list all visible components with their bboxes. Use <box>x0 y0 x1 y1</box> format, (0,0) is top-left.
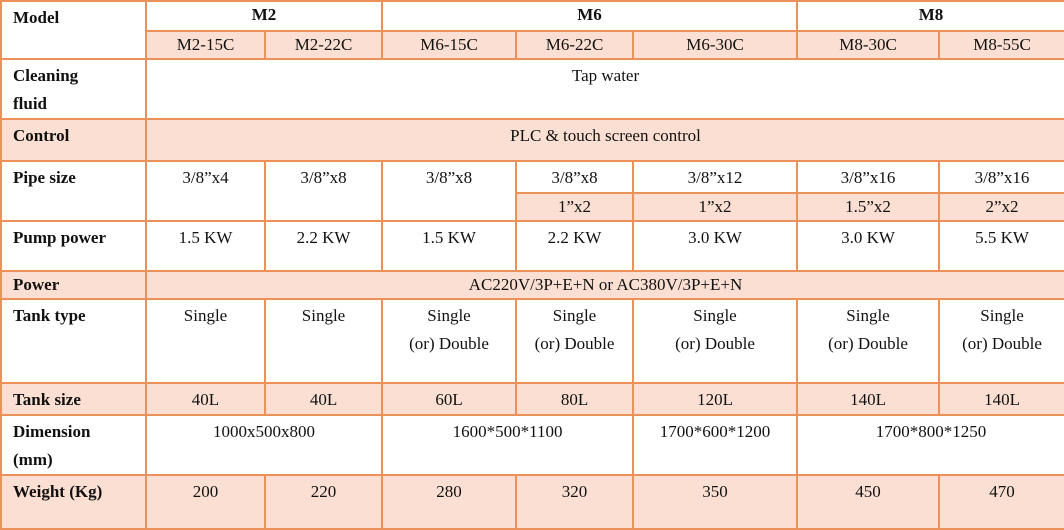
row-label-line: (mm) <box>13 450 53 469</box>
header-model-row <box>1 31 1064 59</box>
model-header: Model <box>1 1 146 59</box>
tank-size-cell: 140L <box>797 383 939 415</box>
row-pump-power <box>1 221 1064 271</box>
tank-type-line: (or) Double <box>534 334 615 353</box>
tank-type-line: Single <box>301 306 346 325</box>
row-label-tank-size: Tank size <box>1 383 146 415</box>
tank-type-line: Single <box>427 306 471 325</box>
pipe-size-cell: 3/8”x8 <box>265 161 382 221</box>
pump-power-cell: 3.0 KW <box>633 221 797 271</box>
weight-cell: 200 <box>146 475 265 529</box>
pump-power-cell: 2.2 KW <box>265 221 382 271</box>
row-tank-type <box>1 299 1064 383</box>
row-label-cleaning-fluid <box>1 59 146 119</box>
power-value: AC220V/3P+E+N or AC380V/3P+E+N <box>146 271 1064 299</box>
group-header-m8: M8 <box>797 1 1064 31</box>
pipe-size-secondary-cell: 1”x2 <box>633 193 797 221</box>
dimension-cell-m6: 1600*500*1100 <box>382 415 633 475</box>
row-tank-size <box>1 383 1064 415</box>
model-header-cell: M6-22C <box>516 31 633 59</box>
tank-type-cell <box>939 299 1064 383</box>
row-cleaning-fluid <box>1 59 1064 119</box>
pump-power-cell: 1.5 KW <box>146 221 265 271</box>
tank-type-cell <box>265 299 382 383</box>
pipe-size-cell: 3/8”x8 <box>516 161 633 193</box>
pipe-size-secondary-cell: 2”x2 <box>939 193 1064 221</box>
weight-cell: 450 <box>797 475 939 529</box>
tank-size-cell: 80L <box>516 383 633 415</box>
row-label-power: Power <box>1 271 146 299</box>
row-label-control: Control <box>1 119 146 161</box>
tank-type-cell <box>382 299 516 383</box>
row-dimension <box>1 415 1064 475</box>
tank-size-cell: 60L <box>382 383 516 415</box>
pump-power-cell: 1.5 KW <box>382 221 516 271</box>
model-header-cell: M8-55C <box>939 31 1064 59</box>
pipe-size-cell: 3/8”x12 <box>633 161 797 193</box>
row-label-tank-type: Tank type <box>1 299 146 383</box>
tank-type-cell <box>146 299 265 383</box>
row-weight <box>1 475 1064 529</box>
row-pipe-size <box>1 161 1064 193</box>
weight-cell: 280 <box>382 475 516 529</box>
tank-type-line: Single <box>183 306 228 325</box>
cleaning-fluid-value: Tap water <box>146 59 1064 119</box>
model-header-cell: M2-22C <box>265 31 382 59</box>
group-header-m2: M2 <box>146 1 382 31</box>
row-label-pump-power: Pump power <box>1 221 146 271</box>
model-header-cell: M6-30C <box>633 31 797 59</box>
tank-type-cell <box>633 299 797 383</box>
row-label-line: Cleaning <box>13 66 79 85</box>
row-label-dimension <box>1 415 146 475</box>
tank-type-line: Single <box>846 306 890 325</box>
model-header-cell: M6-15C <box>382 31 516 59</box>
dimension-cell-m2: 1000x500x800 <box>146 415 382 475</box>
row-label-weight: Weight (Kg) <box>1 475 146 529</box>
pipe-size-secondary-cell: 1.5”x2 <box>797 193 939 221</box>
row-control <box>1 119 1064 161</box>
header-group-row <box>1 1 1064 31</box>
pipe-size-cell: 3/8”x16 <box>939 161 1064 193</box>
row-label-pipe-size: Pipe size <box>1 161 146 221</box>
tank-type-line: (or) Double <box>962 334 1042 353</box>
tank-type-line: Single <box>693 306 737 325</box>
row-label-line: fluid <box>13 94 48 113</box>
pipe-size-secondary-cell: 1”x2 <box>516 193 633 221</box>
model-header-cell: M2-15C <box>146 31 265 59</box>
tank-type-cell <box>516 299 633 383</box>
tank-type-line: (or) Double <box>409 334 489 353</box>
tank-size-cell: 120L <box>633 383 797 415</box>
dimension-cell-m8: 1700*800*1250 <box>797 415 1064 475</box>
tank-size-cell: 140L <box>939 383 1064 415</box>
weight-cell: 470 <box>939 475 1064 529</box>
row-label-line: Dimension <box>13 422 91 441</box>
weight-cell: 350 <box>633 475 797 529</box>
pump-power-cell: 2.2 KW <box>516 221 633 271</box>
pipe-size-cell: 3/8”x16 <box>797 161 939 193</box>
tank-size-cell: 40L <box>146 383 265 415</box>
group-header-m6: M6 <box>382 1 797 31</box>
tank-type-line: Single <box>980 306 1024 325</box>
tank-type-line: (or) Double <box>828 334 908 353</box>
tank-type-cell <box>797 299 939 383</box>
pump-power-cell: 3.0 KW <box>797 221 939 271</box>
tank-type-line: (or) Double <box>675 334 755 353</box>
model-header-cell: M8-30C <box>797 31 939 59</box>
pump-power-cell: 5.5 KW <box>939 221 1064 271</box>
tank-size-cell: 40L <box>265 383 382 415</box>
dimension-cell-m6-30c: 1700*600*1200 <box>633 415 797 475</box>
control-value: PLC & touch screen control <box>146 119 1064 161</box>
pipe-size-cell: 3/8”x4 <box>146 161 265 221</box>
pipe-size-cell: 3/8”x8 <box>382 161 516 221</box>
weight-cell: 320 <box>516 475 633 529</box>
row-power <box>1 271 1064 299</box>
tank-type-line: Single <box>552 306 597 325</box>
weight-cell: 220 <box>265 475 382 529</box>
